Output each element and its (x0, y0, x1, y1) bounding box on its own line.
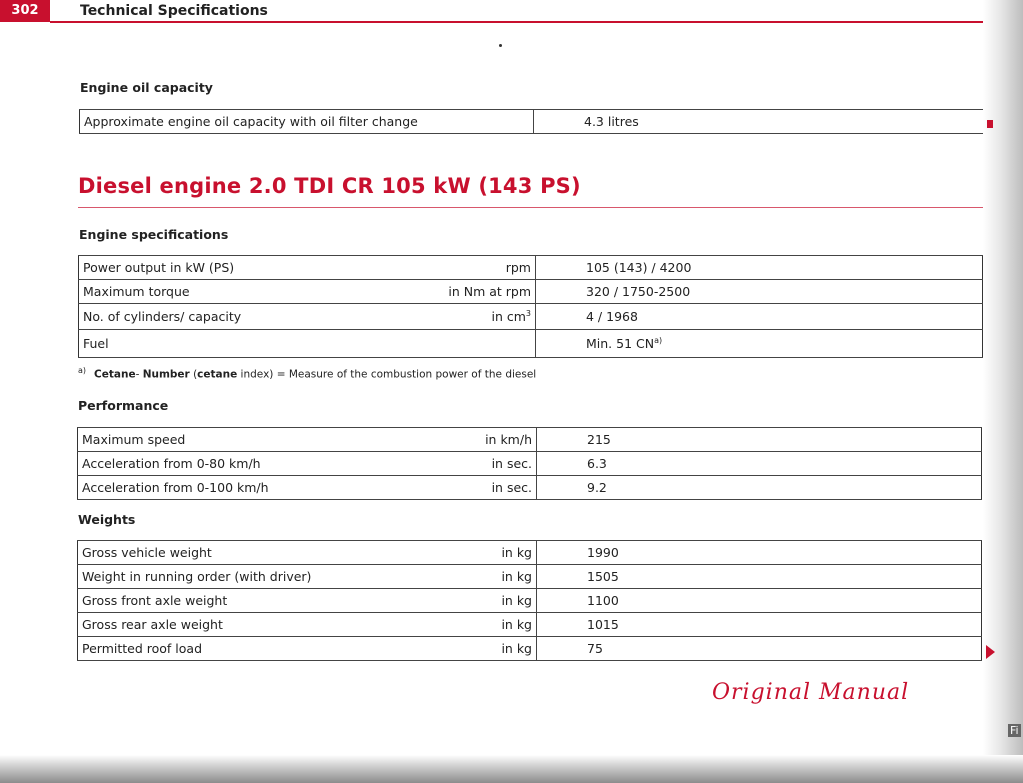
speck-dot (499, 44, 502, 47)
oil-capacity-table (79, 109, 985, 134)
oil-capacity-label: Approximate engine oil capacity with oil filter change (80, 110, 534, 134)
spec-value: 6.3 (537, 452, 982, 476)
next-page-fragment: Fi (1010, 724, 1019, 737)
table-row (79, 280, 983, 304)
weights-heading: Weights (78, 512, 136, 527)
spec-value (536, 330, 983, 358)
weights-table (77, 540, 982, 661)
spec-unit: in kg (426, 589, 537, 613)
spec-value: 1015 (537, 613, 982, 637)
spec-unit (427, 304, 536, 330)
spec-unit: in sec. (426, 452, 537, 476)
table-row (78, 452, 982, 476)
oil-capacity-value: 4.3 litres (534, 110, 985, 134)
page-header-title: Technical Specifications (80, 3, 268, 19)
footnote-middle: ( (189, 368, 198, 381)
spec-label: Fuel (79, 330, 428, 358)
engine-specs-table (78, 255, 983, 358)
footnote-text: index) = Measure of the combustion power of the diesel (237, 368, 537, 381)
footnote-term-cetane-index: cetane (197, 368, 238, 381)
section-title: Diesel engine 2.0 TDI CR 105 kW (143 PS) (78, 174, 581, 198)
footnote-term-cetane: Cetane (94, 368, 136, 381)
spec-value: 105 (143) / 4200 (536, 256, 983, 280)
table-row (79, 256, 983, 280)
spec-value: 1100 (537, 589, 982, 613)
spec-label: Permitted roof load (78, 637, 427, 661)
spec-unit-text: in cm (491, 309, 526, 325)
red-edge-marker (987, 120, 993, 128)
next-page-arrow-icon[interactable] (986, 645, 995, 659)
spec-unit: in kg (426, 565, 537, 589)
spec-value: 75 (537, 637, 982, 661)
spec-unit: in sec. (426, 476, 537, 500)
spec-label: Gross rear axle weight (78, 613, 427, 637)
spec-value: 9.2 (537, 476, 982, 500)
oil-capacity-heading: Engine oil capacity (80, 80, 213, 95)
spec-unit: rpm (427, 256, 536, 280)
spec-unit: in kg (426, 613, 537, 637)
spec-label: Power output in kW (PS) (79, 256, 428, 280)
spec-unit-sup: 3 (525, 308, 531, 318)
spec-label: Acceleration from 0-100 km/h (78, 476, 427, 500)
page-fold-shadow (983, 0, 1023, 783)
spec-unit (427, 330, 536, 358)
original-manual-watermark: Original Manual (712, 680, 910, 705)
table-row (79, 304, 983, 330)
spec-value: 215 (537, 428, 982, 452)
table-row (78, 589, 982, 613)
spec-value: 1505 (537, 565, 982, 589)
spec-unit: in km/h (426, 428, 537, 452)
header-divider (50, 21, 1010, 23)
performance-heading: Performance (78, 398, 169, 413)
performance-table (77, 427, 982, 500)
spec-unit: in kg (426, 637, 537, 661)
spec-value: 320 / 1750-2500 (536, 280, 983, 304)
spec-label: Maximum speed (78, 428, 427, 452)
engine-specs-heading: Engine specifications (79, 227, 229, 242)
table-row (80, 110, 985, 134)
spec-unit: in Nm at rpm (427, 280, 536, 304)
spec-label: Acceleration from 0-80 km/h (78, 452, 427, 476)
spec-label: Maximum torque (79, 280, 428, 304)
table-row (78, 541, 982, 565)
page-bottom-shadow (0, 755, 1023, 783)
table-row (78, 428, 982, 452)
section-divider (78, 207, 983, 208)
spec-value: 1990 (537, 541, 982, 565)
footnote-term-number: Number (142, 368, 190, 381)
table-row (79, 330, 983, 358)
table-row (78, 565, 982, 589)
spec-label: Gross vehicle weight (78, 541, 427, 565)
table-row (78, 613, 982, 637)
spec-unit: in kg (426, 541, 537, 565)
fuel-value-text: Min. 51 CN (586, 336, 655, 352)
footnote-marker: a) (78, 366, 87, 375)
footnote (78, 366, 536, 381)
page-number: 302 (0, 0, 50, 22)
fuel-footnote-ref: a) (654, 335, 663, 345)
footnote-connector: - (135, 368, 143, 381)
table-row (78, 637, 982, 661)
spec-label: Gross front axle weight (78, 589, 427, 613)
spec-label: No. of cylinders/ capacity (79, 304, 428, 330)
table-row (78, 476, 982, 500)
spec-label: Weight in running order (with driver) (78, 565, 427, 589)
spec-value: 4 / 1968 (536, 304, 983, 330)
